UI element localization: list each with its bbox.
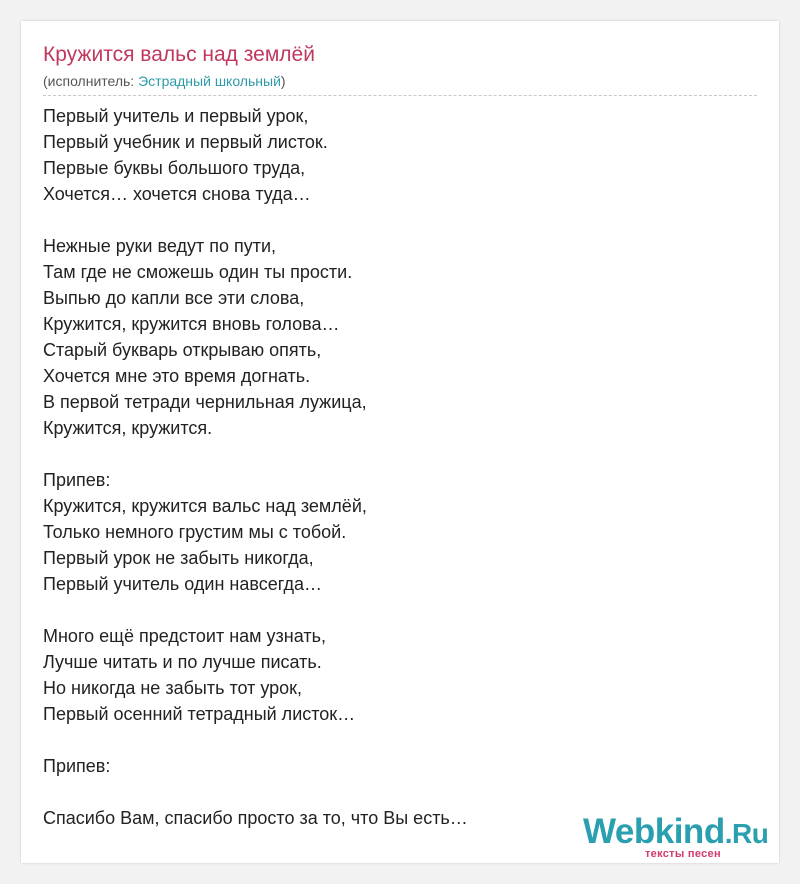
lyric-line: Нежные руки ведут по пути, [43, 236, 277, 256]
title-divider [43, 95, 757, 96]
lyric-line: Спасибо Вам, спасибо просто за то, что Вы есть… [43, 808, 468, 828]
lyric-line: Кружится, кружится. [43, 418, 213, 438]
logo-main-text: Webkind [583, 812, 725, 851]
lyric-line: Выпью до капли все эти слова, [43, 288, 305, 308]
logo-wordmark [583, 813, 773, 853]
lyric-line: Хочется… хочется снова туда… [43, 184, 311, 204]
lyric-line: Припев: [43, 756, 111, 776]
lyric-line: Кружится, кружится вновь голова… [43, 314, 340, 334]
song-title: Кружится вальс над землёй [43, 43, 315, 66]
lyric-line: Хочется мне это время догнать. [43, 366, 311, 386]
lyric-line: Кружится, кружится вальс над землёй, [43, 496, 367, 516]
verse-1 [43, 103, 468, 207]
chorus-2 [43, 753, 468, 779]
lyric-line: Первый осенний тетрадный листок… [43, 704, 356, 724]
lyric-line: Первый учитель один навсегда… [43, 574, 322, 594]
artist-link[interactable]: Эстрадный школьный [138, 73, 281, 89]
chorus-1 [43, 467, 468, 597]
lyric-line: Только немного грустим мы с тобой. [43, 522, 347, 542]
lyric-line: Много ещё предстоит нам узнать, [43, 626, 326, 646]
artist-prefix: (исполнитель: [43, 73, 139, 89]
verse-2 [43, 233, 468, 441]
lyrics-body [43, 103, 468, 857]
lyric-line: Лучше читать и по лучше писать. [43, 652, 322, 672]
lyric-line: Первый учебник и первый листок. [43, 132, 328, 152]
lyric-line: Припев: [43, 470, 111, 490]
verse-final [43, 805, 468, 831]
logo-suffix: .Ru [724, 818, 769, 849]
artist-suffix: ) [280, 73, 286, 89]
lyric-line: В первой тетради чернильная лужица, [43, 392, 367, 412]
verse-3 [43, 623, 468, 727]
webkind-logo[interactable] [583, 812, 773, 860]
logo-tagline: тексты песен [645, 848, 721, 860]
artist-line [43, 73, 286, 89]
lyric-line: Первый учитель и первый урок, [43, 106, 309, 126]
lyric-line: Там где не сможешь один ты прости. [43, 262, 353, 282]
lyric-line: Первые буквы большого труда, [43, 158, 306, 178]
lyric-line: Но никогда не забыть тот урок, [43, 678, 303, 698]
lyric-line: Старый букварь открываю опять, [43, 340, 322, 360]
lyrics-card [21, 21, 779, 863]
lyric-line: Первый урок не забыть никогда, [43, 548, 314, 568]
